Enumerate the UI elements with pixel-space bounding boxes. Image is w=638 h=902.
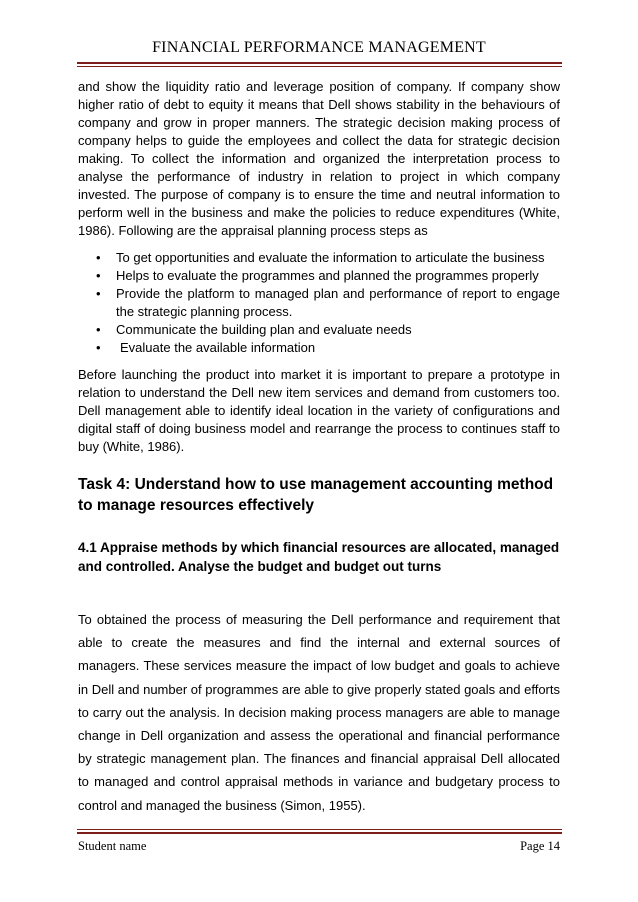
page-header-title: FINANCIAL PERFORMANCE MANAGEMENT xyxy=(152,39,486,56)
section-heading: 4.1 Appraise methods by which financial resources are allocated, managed and controlled. Analyse the budget and budget out turns xyxy=(78,540,560,574)
list-item: • Provide the platform to managed plan and performance of report to engage the strategic planning process. xyxy=(96,286,560,319)
list-item: • To get opportunities and evaluate the information to articulate the business xyxy=(96,250,545,265)
bullet-icon: • xyxy=(96,340,101,355)
footer-divider xyxy=(77,829,562,834)
list-item: • Evaluate the available information xyxy=(96,340,316,355)
header-divider xyxy=(77,62,562,67)
paragraph-measurement: To obtained the process of measuring the Dell performance and requirement that able to create the measures and find the internal and external sources of managers. These services measure the impact of low budget and goals to achieve in Dell and number of programmes are able to give properly stated goals and efforts to carry out the analysis. In decision making process managers are able to manage change in Dell organization and assess the operational and financial performance by strategic management plan. The finances and financial appraisal Dell allocated to managed and control appraisal methods in variance and budgetary process to control and managed the business (Simon, 1955). xyxy=(78,612,560,813)
footer-page-number: Page 14 xyxy=(520,839,560,853)
bullet-icon: • xyxy=(96,268,101,283)
appraisal-steps-list xyxy=(78,249,560,357)
document-body xyxy=(78,78,560,817)
list-item: • Communicate the building plan and evaluate needs xyxy=(96,322,412,337)
task-heading: Task 4: Understand how to use management accounting method to manage resources effectively xyxy=(78,476,554,514)
list-item: • Helps to evaluate the programmes and planned the programmes properly xyxy=(96,268,539,283)
bullet-icon: • xyxy=(96,286,101,301)
paragraph-prototype: Before launching the product into market it is important to prepare a prototype in relation to understand the Dell new item services and demand from customers too. Dell management able to identify ideal location in the variety of configurations and digital staff of doing business model and rearrange the process to continues staff to buy (White, 1986). xyxy=(78,367,560,454)
bullet-icon: • xyxy=(96,322,101,337)
footer-student-name: Student name xyxy=(78,839,147,853)
paragraph-intro: and show the liquidity ratio and leverage position of company. If company show higher ratio of debt to equity it means that Dell shows stability in the behaviours of company and grow in proper manners. The strategic decision making process of company helps to guide the employees and collect the data for strategic decision making. To collect the information and organized the interpretation process to analyse the performance of industry in relation to project in which company invested. The purpose of company is to ensure the time and neutral information to perform well in the business and make the policies to reduce expenditures (White, 1986). Following are the appraisal planning process steps as xyxy=(78,79,560,238)
bullet-icon: • xyxy=(96,250,101,265)
